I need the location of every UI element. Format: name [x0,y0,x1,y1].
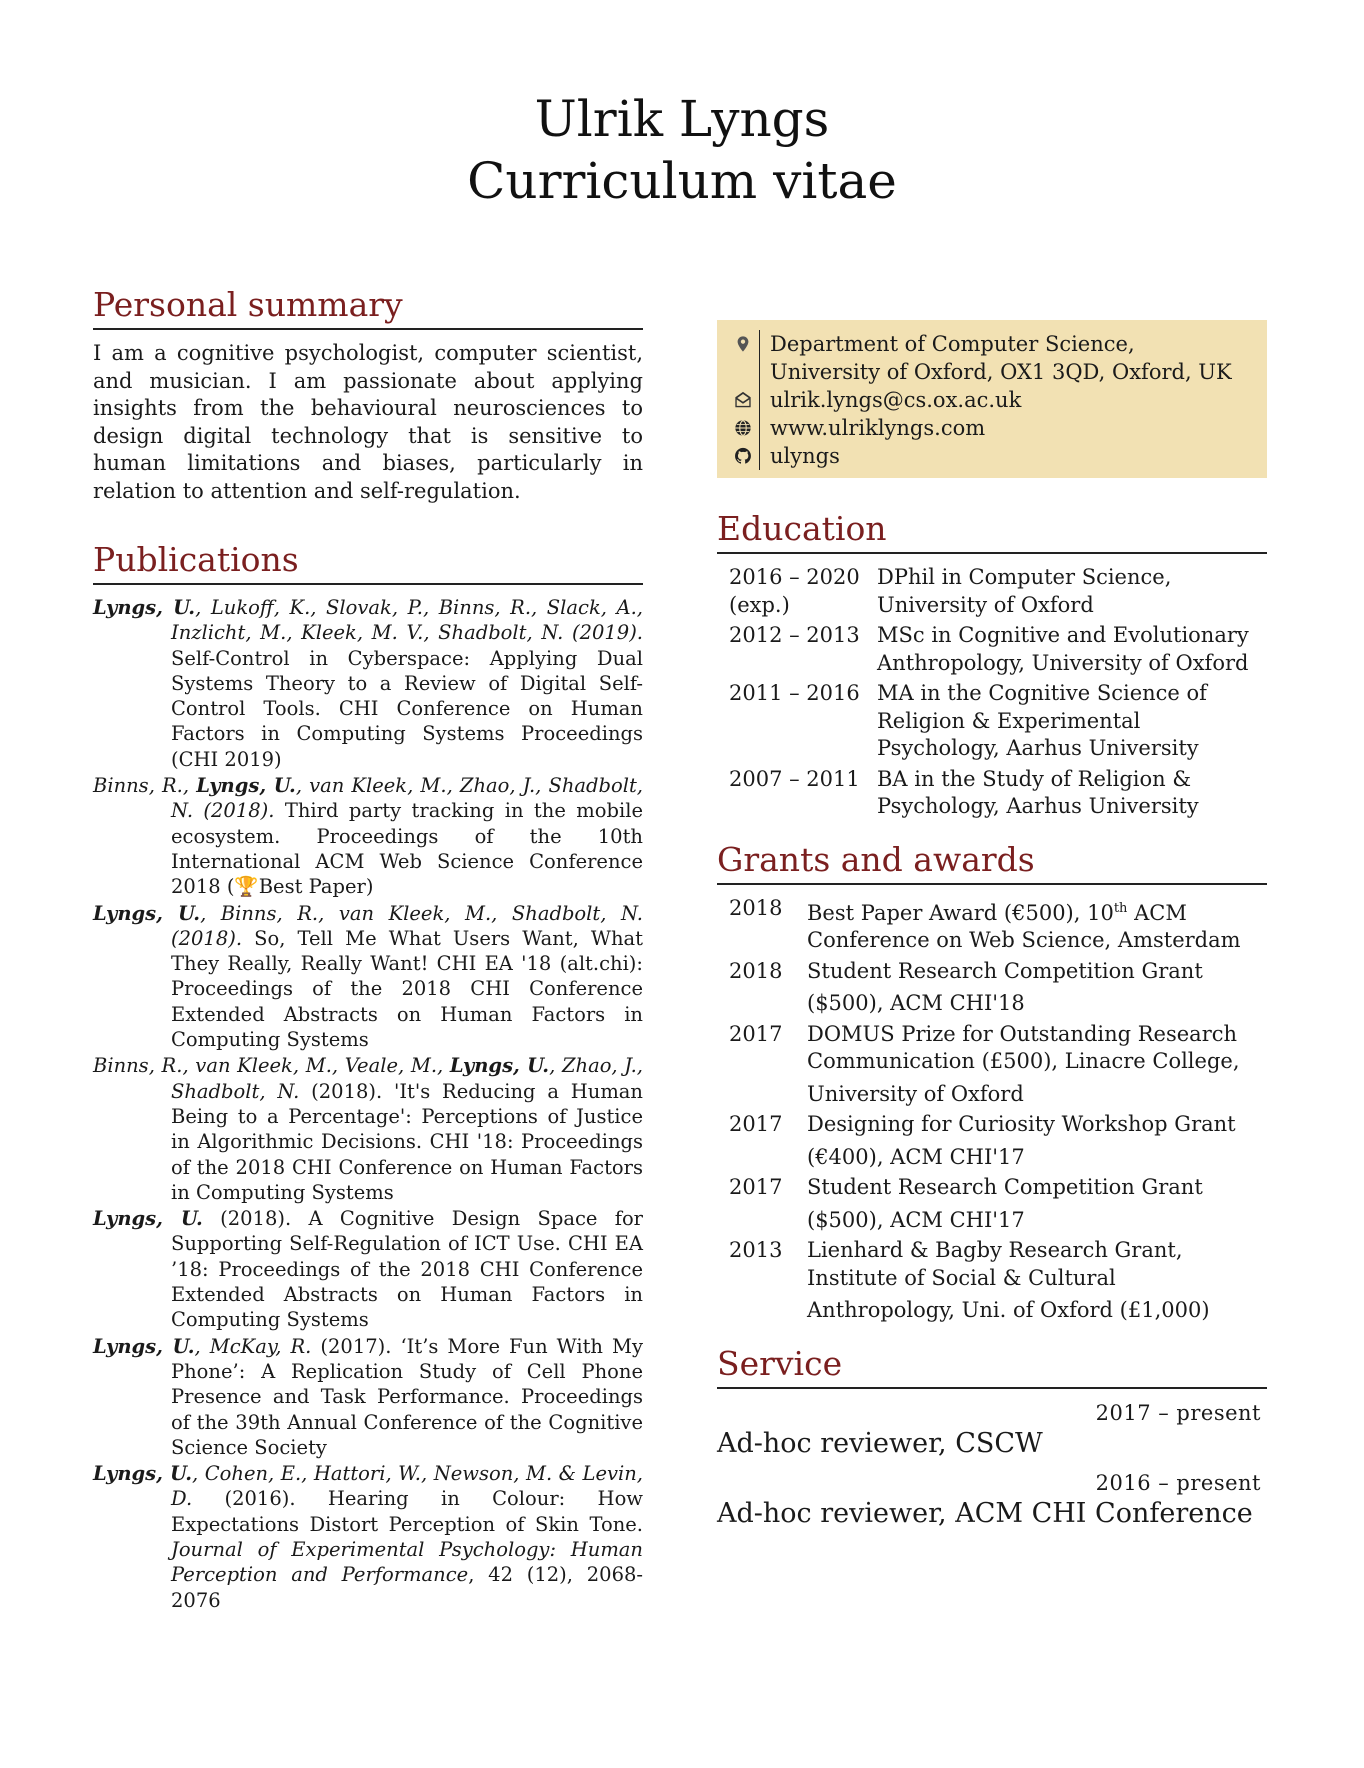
award-entry [717,1237,1267,1325]
award-text-after: ACM Conference on Web Science, Amsterdam [807,900,1241,952]
award-text: Designing for Curiosity Workshop Grant (€400), ACM CHI'17 [807,1112,1236,1169]
award-entry [717,895,1267,955]
entry-description: BA in the Study of Religion & Psychology, Aarhus University [877,766,1199,818]
entry-description [807,1111,1267,1171]
publication-item [93,1053,643,1205]
service-list [717,1399,1267,1531]
contact-box [717,320,1267,478]
cv-header [0,88,1364,212]
publication-journal: Journal of Experimental Psychology: Human Perception and Performance [171,1537,643,1587]
award-text: DOMUS Prize for Outstanding Research Communication (£500), Linacre College, University of Oxford [807,1021,1240,1106]
publication-text: (2017). ‘It’s More Fun With My Phone’: A Replication Study of Cell Phone Presence and Task Performance. Proceedings of the 39th Annual Conference of the Cognitive Science Society [171,1334,643,1459]
education-entry [717,766,1267,821]
entry-description: DPhil in Computer Science, University of Oxford [877,565,1172,617]
email-link[interactable]: ulrik.lyngs@cs.ox.ac.uk [770,388,1022,412]
education-list [717,564,1267,821]
entry-date: 2007 – 2011 [729,766,860,791]
education-entry [717,622,1267,677]
summary-text: I am a cognitive psychologist, computer scientist, and musician. I am passionate about applying insights from the behavioural neurosciences to design digital technology that is sensitive to human limitations and biases, particularly in relation to attention and self-regulation. [93,341,643,503]
section-title-awards: Grants and awards [717,839,1267,885]
website-link[interactable]: www.ulriklyngs.com [770,416,986,440]
publication-text: (2018). 'It's Reducing a Human Being to a Percentage': Perceptions of Justice in Algorithmic Decisions. CHI '18: Proceedings of the 2018 CHI Conference on Human Factors in Computing Systems [171,1079,643,1204]
authors-after: , Cohen, E., Hattori, W., Newson, M. & Levin, D. [171,1462,644,1511]
award-entry [717,1021,1267,1109]
entry-description [807,1174,1267,1234]
award-text: Lienhard & Bagby Research Grant, Institute of Social & Cultural Anthropology, Uni. of Oxford (£1,000) [807,1238,1210,1322]
awards-list [717,895,1267,1325]
education-entry [717,680,1267,763]
entry-description: MSc in Cognitive and Evolutionary Anthropology, University of Oxford [877,623,1249,675]
github-icon [727,442,760,470]
entry-date: 2017 [729,1112,783,1136]
entry-date: 2013 [729,1238,783,1262]
award-text: Student Research Competition Grant ($500), ACM CHI'17 [807,1175,1203,1232]
publication-item [93,901,643,1053]
entry-date: 2016 – 2020 (exp.) [729,565,860,617]
github-link[interactable]: ulyngs [770,444,840,468]
section-title-education: Education [717,508,1267,554]
left-column [93,284,643,1614]
entry-date: 2017 [729,1021,783,1046]
publication-authors [93,1207,203,1230]
service-date: 2016 – present [1095,1470,1261,1495]
entry-description [807,1237,1267,1325]
authors-after: , Zhao, J., Shadbolt, N. [171,1054,643,1103]
authors-self: Lyngs, U. [93,1462,193,1486]
authors-before: Binns, R., van Kleek, M., Veale, M., [93,1054,450,1078]
entry-description [807,958,1267,1018]
globe-icon [727,414,760,442]
publication-text: Self-Control in Cyberspace: Applying Dual Systems Theory to a Review of Digital Self-Control Tools. CHI Conference on Human Factors in Computing Systems Proceedings (CHI 2019) [171,646,643,771]
authors-before: Binns, R., [93,774,197,798]
authors-after: , McKay, R. [194,1334,312,1358]
authors-after: , Binns, R., van Kleek, M., Shadbolt, N. (2018). [171,901,643,950]
envelope-icon [727,386,760,414]
publication-item [93,595,643,772]
authors-after: , van Kleek, M., Zhao, J., Shadbolt, N. (2018). [171,774,643,823]
authors-self: Lyngs, U. [449,1054,550,1078]
entry-date: 2017 [729,1175,783,1199]
entry-description [807,895,1267,955]
publication-item [93,1461,643,1613]
publication-list [93,595,643,1613]
publication-text: So, Tell Me What Users Want, What They Really, Really Want! CHI EA '18 (alt.chi): Proceedings of the 2018 CHI Conference Extended Abstracts on Human Factors in Computing Systems [171,926,643,1052]
authors-self: Lyngs, U. [93,1334,195,1358]
publication-text: (2018). A Cognitive Design Space for Supporting Self-Regulation of ICT Use. CHI EA ’18: Proceedings of the 2018 CHI Conference Extended Abstracts on Human Factors in Computing Systems [171,1207,644,1332]
award-entry [717,1111,1267,1171]
entry-date: 2011 – 2016 [729,681,860,705]
authors-self: Lyngs, U. [93,901,201,925]
publication-authors [93,1335,311,1358]
section-title-publications: Publications [93,539,643,585]
contact-address [727,330,1255,386]
right-column [717,320,1267,1539]
section-title-service: Service [717,1343,1267,1389]
entry-description: MA in the Cognitive Science of Religion & Experimental Psychology, Aarhus University [877,681,1207,760]
publication-item [93,773,643,899]
publication-text: (2016). Hearing in Colour: How Expectations Distort Perception of Skin Tone. [171,1487,643,1536]
authors-self: Lyngs, U. [93,1207,203,1231]
education-entry [717,564,1267,619]
entry-date: 2018 [729,958,783,983]
service-role: Ad-hoc reviewer, ACM CHI Conference [717,1497,1253,1529]
map-marker-icon [727,330,760,386]
service-role: Ad-hoc reviewer, CSCW [717,1427,1043,1459]
contact-website [727,414,1255,442]
entry-date: 2018 [729,895,783,920]
award-entry [717,1174,1267,1234]
service-date: 2017 – present [1095,1400,1261,1425]
entry-description [807,1021,1267,1109]
award-entry [717,958,1267,1018]
award-text: Student Research Competition Grant ($500), ACM CHI'18 [807,958,1203,1015]
document-subtitle: Curriculum vitae [467,152,897,210]
publication-text: Third party tracking in the mobile ecosystem. Proceedings of the 10th International ACM Web Science Conference 2018 (🏆Best Paper) [171,799,643,899]
address-line-1: Department of Computer Science, [770,332,1135,356]
authors-after: , Lukoff, K., Slovak, P., Binns, R., Slack, A., Inzlicht, M., Kleek, M. V., Shadbolt, N. (2019). [171,596,644,645]
authors-self: Lyngs, U. [93,596,196,619]
address-line-2: University of Oxford, OX1 3QD, Oxford, UK [770,360,1232,384]
award-text: Best Paper Award (€500), 10 [807,900,1114,925]
publication-tail: , 42 (12), 2068-2076 [171,1563,643,1612]
contact-github [727,442,1255,470]
publication-authors [93,596,643,644]
publication-item [93,1334,643,1460]
person-name: Ulrik Lyngs [534,90,830,148]
service-entry [717,1399,1267,1461]
section-title-summary: Personal summary [93,284,643,330]
service-entry [717,1469,1267,1531]
contact-email [727,386,1255,414]
entry-date: 2012 – 2013 [729,623,860,647]
award-superscript: th [1113,900,1128,916]
authors-self: Lyngs, U. [196,774,296,798]
publication-item [93,1206,643,1332]
